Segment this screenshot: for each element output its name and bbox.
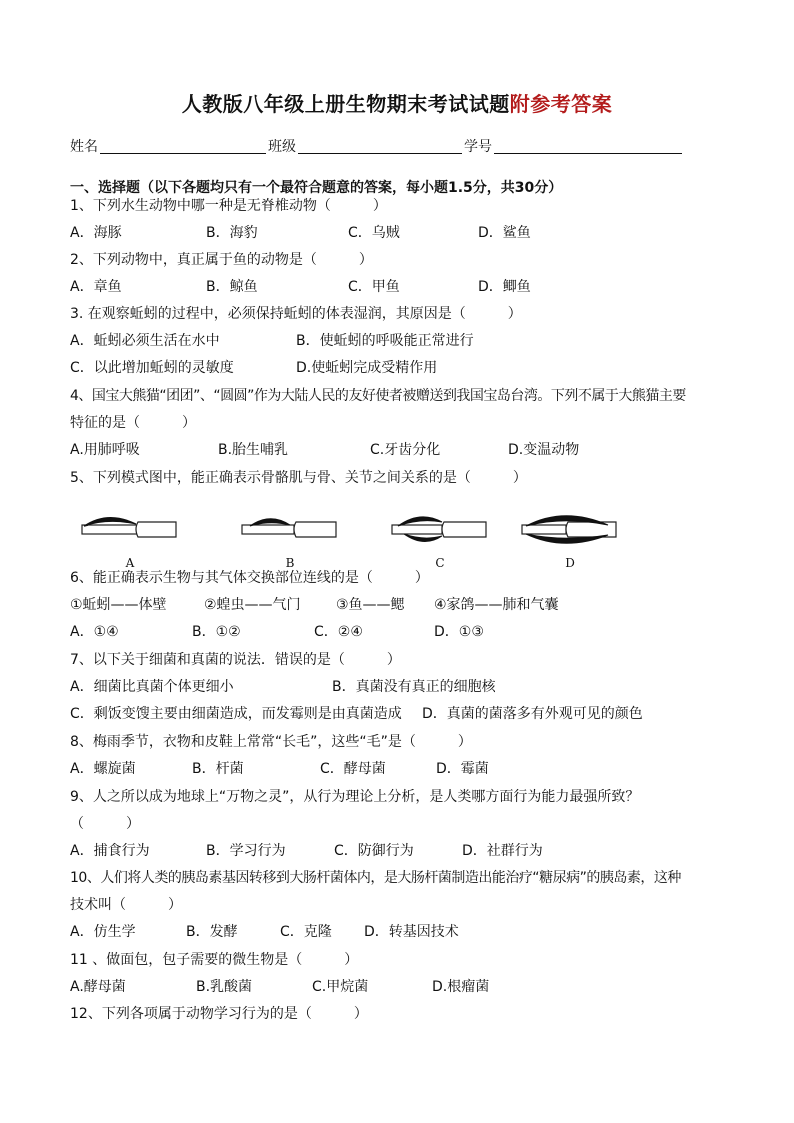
question-10-cont: 技术叫（ ） — [70, 897, 182, 913]
option-a: A．海豚 — [70, 225, 122, 241]
option-c: C．②④ — [314, 624, 363, 640]
option-a: A.酵母菌 — [70, 979, 126, 995]
option-d: D．鲨鱼 — [478, 225, 531, 241]
option-d: D．①③ — [434, 624, 484, 640]
muscle-bone-diagram-b — [240, 508, 340, 554]
class-label: 班级 — [268, 139, 296, 155]
option-b: B．学习行为 — [206, 843, 286, 859]
item-1: ①蚯蚓——体壁 — [70, 597, 167, 613]
q6-items — [70, 595, 730, 615]
figure-b — [240, 508, 340, 568]
option-b: B．发酵 — [186, 924, 238, 940]
q4-options — [70, 440, 730, 460]
option-b: B.乳酸菌 — [196, 979, 253, 995]
name-label: 姓名 — [70, 139, 98, 155]
option-c: C.甲烷菌 — [312, 979, 369, 995]
option-d: D．霉菌 — [436, 761, 489, 777]
question-3: 3. 在观察蚯蚓的过程中，必须保持蚯蚓的体表湿润，其原因是（ ） — [70, 306, 522, 322]
question-7: 7、以下关于细菌和真菌的说法．错误的是（ ） — [70, 652, 401, 668]
figure-d — [520, 508, 620, 568]
q5-figures — [80, 508, 620, 568]
question-5: 5、下列模式图中，能正确表示骨骼肌与骨、关节之间关系的是（ ） — [70, 470, 527, 486]
question-10: 10、人们将人类的胰岛素基因转移到大肠杆菌体内，是大肠杆菌制造出能治疗“糖尿病”的胰岛素，这种 — [70, 870, 681, 886]
option-a: A．捕食行为 — [70, 843, 150, 859]
question-8: 8、梅雨季节，衣物和皮鞋上常常“长毛”，这些“毛”是（ ） — [70, 734, 472, 750]
option-a: A．仿生学 — [70, 924, 136, 940]
class-field[interactable] — [298, 153, 462, 154]
option-c: C．剩饭变馊主要由细菌造成，而发霉则是由真菌造成 — [70, 706, 402, 722]
q8-options — [70, 759, 730, 779]
option-b: B.胎生哺乳 — [218, 442, 289, 458]
section-heading: 一、选择题（以下各题均只有一个最符合题意的答案，每小题1.5分，共30分） — [70, 180, 563, 196]
muscle-bone-diagram-a — [80, 508, 180, 554]
question-1: 1、下列水生动物中哪一种是无脊椎动物（ ） — [70, 198, 387, 214]
option-a: A．细菌比真菌个体更细小 — [70, 679, 234, 695]
id-field[interactable] — [494, 153, 682, 154]
question-6: 6、能正确表示生物与其气体交换部位连线的是（ ） — [70, 570, 429, 586]
figure-c-label: C — [435, 556, 445, 570]
option-a: A．章鱼 — [70, 279, 122, 295]
q10-options — [70, 922, 730, 942]
name-field[interactable] — [100, 153, 266, 154]
q1-options — [70, 223, 730, 243]
option-d: D.变温动物 — [508, 442, 580, 458]
option-a: A．螺旋菌 — [70, 761, 136, 777]
option-d: D．鲫鱼 — [478, 279, 531, 295]
option-d: D.使蚯蚓完成受精作用 — [296, 360, 438, 376]
option-c: C．克隆 — [280, 924, 332, 940]
question-9-cont: （ ） — [70, 816, 140, 832]
item-2: ②蝗虫——气门 — [204, 597, 301, 613]
option-d: D．转基因技术 — [364, 924, 459, 940]
q9-options — [70, 841, 730, 861]
option-c: C．酵母菌 — [320, 761, 386, 777]
option-c: C．乌贼 — [348, 225, 400, 241]
option-a: A．蚯蚓必须生活在水中 — [70, 333, 220, 349]
option-c: C．以此增加蚯蚓的灵敏度 — [70, 360, 234, 376]
figure-b-label: B — [285, 556, 295, 570]
title-suffix: 附参考答案 — [509, 92, 613, 116]
question-4: 4、国宝大熊猫“团团”、“圆圆”作为大陆人民的友好使者被赠送到我国宝岛台湾。下列不属于大熊猫主要 — [70, 388, 686, 404]
option-d: D．真菌的菌落多有外观可见的颜色 — [422, 706, 643, 722]
option-d: D．社群行为 — [462, 843, 543, 859]
option-b: B．①② — [192, 624, 241, 640]
item-4: ④家鸽——肺和气囊 — [434, 597, 559, 613]
figure-c — [390, 508, 490, 568]
q3-options-2 — [70, 358, 730, 378]
option-b: B．使蚯蚓的呼吸能正常进行 — [296, 333, 474, 349]
figure-a-label: A — [125, 556, 135, 570]
option-b: B．海豹 — [206, 225, 258, 241]
question-9: 9、人之所以成为地球上“万物之灵”，从行为理论上分析，是人类哪方面行为能力最强所致？ — [70, 789, 640, 805]
option-c: C．甲鱼 — [348, 279, 400, 295]
q7-options-2 — [70, 704, 730, 724]
id-label: 学号 — [464, 139, 492, 155]
option-b: B．鲸鱼 — [206, 279, 258, 295]
item-3: ③鱼——鳃 — [336, 597, 405, 613]
figure-a — [80, 508, 180, 568]
question-11: 11 、做面包，包子需要的微生物是（ ） — [70, 952, 359, 968]
page-title — [0, 88, 794, 117]
q11-options — [70, 977, 730, 997]
option-a: A．①④ — [70, 624, 119, 640]
option-c: C．防御行为 — [334, 843, 414, 859]
option-b: B．真菌没有真正的细胞核 — [332, 679, 496, 695]
option-d: D.根瘤菌 — [432, 979, 490, 995]
q6-options — [70, 622, 730, 642]
q7-options-1 — [70, 677, 730, 697]
figure-d-label: D — [565, 556, 575, 570]
option-c: C.牙齿分化 — [370, 442, 441, 458]
student-info — [70, 136, 690, 156]
q3-options-1 — [70, 331, 730, 351]
q2-options — [70, 277, 730, 297]
question-4-cont: 特征的是（ ） — [70, 415, 196, 431]
title-main: 人教版八年级上册生物期末考试试题 — [181, 92, 510, 116]
question-12: 12、下列各项属于动物学习行为的是（ ） — [70, 1006, 368, 1022]
option-a: A.用肺呼吸 — [70, 442, 140, 458]
question-2: 2、下列动物中，真正属于鱼的动物是（ ） — [70, 252, 373, 268]
option-b: B．杆菌 — [192, 761, 244, 777]
muscle-bone-diagram-c — [390, 508, 490, 554]
muscle-bone-diagram-d — [520, 508, 620, 554]
